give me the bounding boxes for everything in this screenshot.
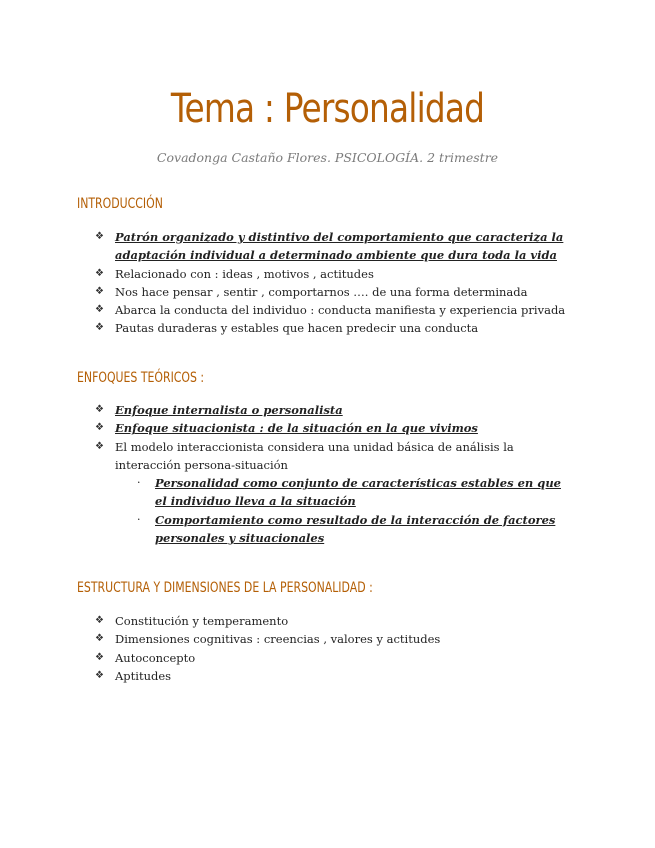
list-item: ❖ El modelo interaccionista considera una unidad básica de análisis la interacción persona-situación · Personalidad como conjunto de características estables en que el individuo lleva a la situación · Comportamiento como resultado de la interacción de factores personales y situacionales <box>95 438 575 548</box>
list-item: ❖ Dimensiones cognitivas : creencias , valores y actitudes <box>95 630 575 648</box>
introduccion-list <box>95 228 575 338</box>
diamond-bullet-icon: ❖ <box>95 422 104 434</box>
enfoques-sublist <box>115 474 575 547</box>
list-item: ❖ Constitución y temperamento <box>95 612 575 630</box>
page-subtitle: Covadonga Castaño Flores. PSICOLOGÍA. 2 trimestre <box>156 150 499 165</box>
list-item: ❖ Autoconcepto <box>95 649 575 667</box>
sub-list-item: · Comportamiento como resultado de la interacción de factores personales y situacionales <box>137 512 556 546</box>
diamond-bullet-icon: ❖ <box>95 615 104 626</box>
dot-bullet-icon: · <box>137 512 141 526</box>
sub-list-item: · Personalidad como conjunto de características estables en que el individuo lleva a la situación <box>137 476 561 509</box>
section-heading-enfoques: ENFOQUES TEÓRICOS : <box>77 370 205 386</box>
enfoques-list <box>95 401 575 547</box>
list-item: ❖ Relacionado con : ideas , motivos , actitudes <box>95 265 575 283</box>
diamond-bullet-icon: ❖ <box>95 651 104 663</box>
diamond-bullet-icon: ❖ <box>95 404 104 415</box>
diamond-bullet-icon: ❖ <box>95 267 104 279</box>
list-item: ❖ Aptitudes <box>95 667 575 685</box>
diamond-bullet-icon: ❖ <box>95 440 104 452</box>
section-heading-introduccion: INTRODUCCIÓN <box>77 196 163 212</box>
diamond-bullet-icon: ❖ <box>95 322 104 334</box>
diamond-bullet-icon: ❖ <box>95 285 104 297</box>
estructura-list <box>95 612 575 685</box>
dot-bullet-icon: · <box>137 476 141 490</box>
list-item: ❖ Abarca la conducta del individuo : conducta manifiesta y experiencia privada <box>95 301 575 319</box>
diamond-bullet-icon: ❖ <box>95 304 104 316</box>
diamond-bullet-icon: ❖ <box>95 231 104 242</box>
list-item: ❖ Pautas duraderas y estables que hacen predecir una conducta <box>95 319 575 337</box>
diamond-bullet-icon: ❖ <box>95 669 104 681</box>
diamond-bullet-icon: ❖ <box>95 633 104 645</box>
list-item: ❖ Enfoque situacionista : de la situación en la que vivimos <box>95 419 575 437</box>
list-item: ❖ Nos hace pensar , sentir , comportarnos …. de una forma determinada <box>95 283 575 301</box>
page-title: Tema : Personalidad <box>170 86 485 132</box>
list-item: ❖ Enfoque internalista o personalista <box>95 401 575 419</box>
list-item: ❖ Patrón organizado y distintivo del comportamiento que caracteriza la adaptación individual a determinado ambiente que dura toda la vida <box>95 230 564 263</box>
section-heading-estructura: ESTRUCTURA Y DIMENSIONES DE LA PERSONALIDAD : <box>77 580 373 596</box>
